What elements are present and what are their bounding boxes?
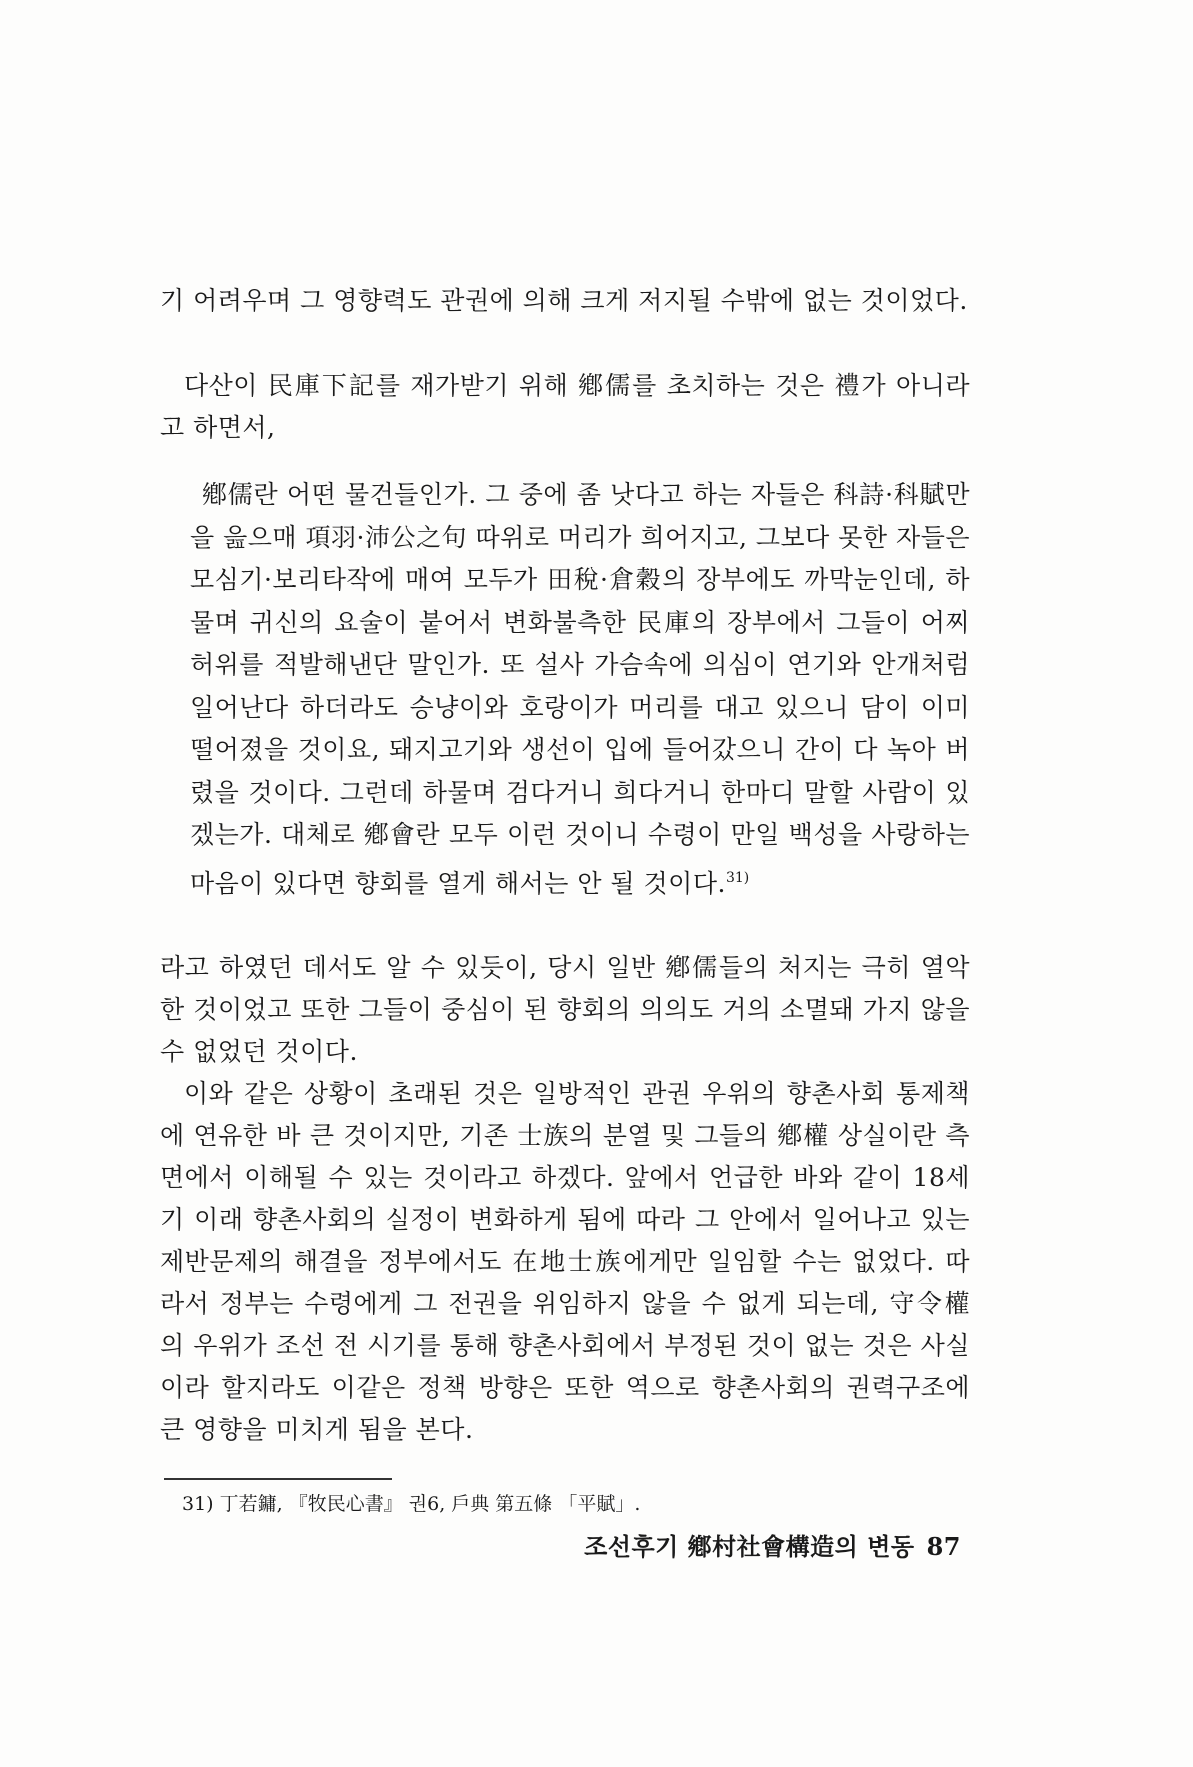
page-number: 87 xyxy=(926,1532,961,1561)
body-paragraph-continued: 기 어려우며 그 영향력도 관권에 의해 크게 저지될 수밖에 없는 것이었다. xyxy=(160,286,968,315)
running-title: 조선후기 鄕村社會構造의 변동 xyxy=(584,1532,915,1561)
body-paragraph-analysis: 이와 같은 상황이 초래된 것은 일방적인 관권 우위의 향촌사회 통제책에 연유한 바 큰 것이지만, 기존 士族의 분열 및 그들의 鄕權 상실이란 측면에서 이해될 수 있는 것이라고 하겠다. 앞에서 언급한 바와 같이 18세기 이래 향촌사회의 실정이 변화하게 됨에 따라 그 안에서 일어나고 있는 제반문제의 해결을 정부에서도 在地士族에게만 일임할 수는 없었다. 따라서 정부는 수령에게 그 전권을 위임하지 않을 수 없게 되는데, 守令權의 우위가 조선 전 시기를 통해 향촌사회에서 부정된 것이 없는 것은 사실이라 할지라도 이같은 정책 방향은 또한 역으로 향촌사회의 권력구조에 큰 영향을 미치게 됨을 본다. xyxy=(160,1079,970,1444)
footnote-divider xyxy=(164,1478,392,1480)
footnote-reference: 31) xyxy=(725,869,750,886)
block-quote-text: 鄕儒란 어떤 물건들인가. 그 중에 좀 낫다고 하는 자들은 科詩·科賦만을 읊으매 項羽·沛公之句 따위로 머리가 희어지고, 그보다 못한 자들은 모심기·보리타작에 매여 모두가 田稅·倉穀의 장부에도 까막눈인데, 하물며 귀신의 요술이 붙어서 변화불측한 民庫의 장부에서 그들이 어찌 허위를 적발해낸단 말인가. 또 설사 가슴속에 의심이 연기와 안개처럼 일어난다 하더라도 승냥이와 호랑이가 머리를 대고 있으니 담이 이미 떨어졌을 것이요, 돼지고기와 생선이 입에 들어갔으니 간이 다 녹아 버렸을 것이다. 그런데 하물며 검다거니 희다거니 한마디 말할 사람이 있겠는가. 대체로 鄕會란 모두 이런 것이니 수령이 만일 백성을 사랑하는 마음이 있다면 향회를 열게 해서는 안 될 것이다. xyxy=(190,480,970,898)
body-paragraph-intro-quote: 다산이 民庫下記를 재가받기 위해 鄕儒를 초치하는 것은 禮가 아니라고 하면서, xyxy=(160,371,970,442)
body-paragraph-after-quote: 라고 하였던 데서도 알 수 있듯이, 당시 일반 鄕儒들의 처지는 극히 열악한 것이었고 또한 그들이 중심이 된 향회의 의의도 거의 소멸돼 가지 않을 수 없었던 것이다. xyxy=(160,953,970,1066)
footnote: 31) 丁若鏞, 『牧民心書』 권6, 戶典 第五條 「平賦」. xyxy=(182,1493,641,1515)
block-quote xyxy=(190,474,970,905)
running-footer xyxy=(584,1530,961,1564)
